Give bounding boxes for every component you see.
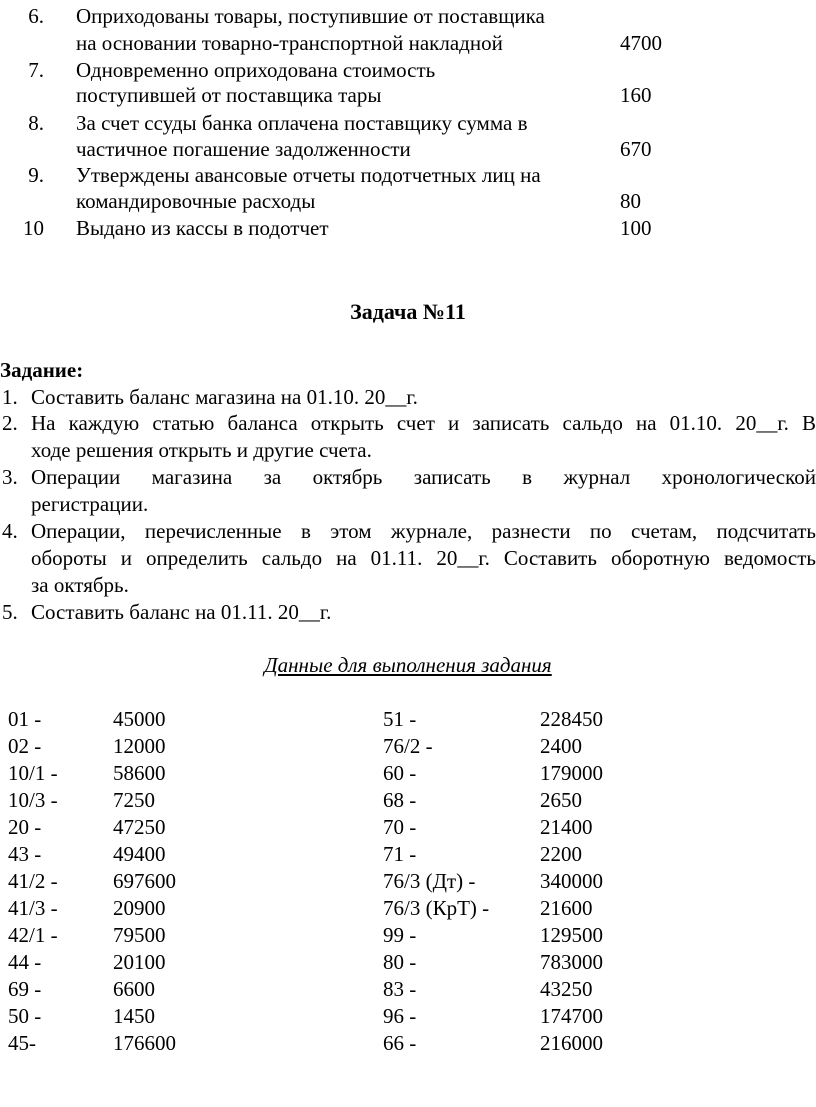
operation-amount: 670 [620, 137, 652, 161]
task-text-line: Составить баланс магазина на 01.10. 20__г. [31, 385, 418, 409]
account-code: 76/3 (КрТ) - [383, 896, 490, 920]
table-row [0, 733, 816, 760]
account-code: 41/3 - [8, 896, 58, 920]
table-row [0, 976, 816, 1003]
account-code: 69 - [8, 977, 42, 1001]
account-value: 45000 [113, 707, 166, 731]
account-code: 70 - [383, 815, 417, 839]
operation-text-line: на основании товарно-транспортной накладной [76, 31, 503, 55]
operation-text-line: Выдано из кассы в подотчет [76, 216, 329, 240]
account-value: 783000 [540, 950, 603, 974]
operation-amount: 100 [620, 216, 652, 240]
account-value: 21600 [540, 896, 593, 920]
account-code: 42/1 - [8, 923, 58, 947]
operation-text-line: Одновременно оприходована стоимость [76, 58, 436, 82]
account-code: 10/3 - [8, 788, 58, 812]
task-number: 1. [2, 385, 18, 409]
task-text-line: Операции магазина за октябрь записать в журнал хронологической [31, 465, 816, 489]
account-value: 58600 [113, 761, 166, 785]
task-number: 5. [2, 600, 18, 624]
account-code: 76/2 - [383, 734, 433, 758]
account-value: 43250 [540, 977, 593, 1001]
account-value: 20100 [113, 950, 166, 974]
task-number: 3. [2, 465, 18, 489]
account-value: 7250 [113, 788, 155, 812]
data-heading: Данные для выполнения задания [264, 653, 552, 677]
account-code: 50 - [8, 1004, 42, 1028]
table-row [0, 1030, 816, 1057]
account-value: 6600 [113, 977, 155, 1001]
table-row [0, 949, 816, 976]
account-value: 12000 [113, 734, 166, 758]
operation-number: 10 [23, 216, 44, 240]
table-row [0, 760, 816, 787]
task-label: Задание: [0, 358, 84, 382]
account-code: 76/3 (Дт) - [383, 869, 476, 893]
account-code: 71 - [383, 842, 417, 866]
account-value: 176600 [113, 1031, 176, 1055]
account-value: 129500 [540, 923, 603, 947]
operation-text-line: За счет ссуды банка оплачена поставщику сумма в [76, 111, 528, 135]
account-value: 697600 [113, 869, 176, 893]
account-code: 83 - [383, 977, 417, 1001]
task-text-line: Составить баланс на 01.11. 20__г. [31, 600, 332, 624]
account-code: 66 - [383, 1031, 417, 1055]
account-code: 44 - [8, 950, 42, 974]
account-value: 21400 [540, 815, 593, 839]
operation-number: 7. [28, 58, 44, 82]
table-row [0, 841, 816, 868]
operation-text-line: частичное погашение задолженности [76, 137, 411, 161]
table-row [0, 1003, 816, 1030]
account-code: 43 - [8, 842, 42, 866]
account-code: 80 - [383, 950, 417, 974]
task-text-line: регистрации. [31, 492, 149, 516]
account-value: 340000 [540, 869, 603, 893]
operation-number: 9. [28, 163, 44, 187]
account-value: 47250 [113, 815, 166, 839]
account-value: 228450 [540, 707, 603, 731]
account-value: 49400 [113, 842, 166, 866]
operation-amount: 4700 [620, 31, 662, 55]
operation-amount: 160 [620, 83, 652, 107]
account-value: 2400 [540, 734, 582, 758]
account-code: 45- [8, 1031, 36, 1055]
account-value: 79500 [113, 923, 166, 947]
account-value: 174700 [540, 1004, 603, 1028]
account-code: 10/1 - [8, 761, 58, 785]
account-code: 51 - [383, 707, 417, 731]
account-value: 2200 [540, 842, 582, 866]
table-row [0, 787, 816, 814]
account-code: 99 - [383, 923, 417, 947]
account-code: 01 - [8, 707, 42, 731]
task-number: 2. [2, 411, 18, 435]
table-row [0, 922, 816, 949]
account-code: 02 - [8, 734, 42, 758]
operation-text-line: командировочные расходы [76, 189, 316, 213]
table-row [0, 814, 816, 841]
task-text-line: обороты и определить сальдо на 01.11. 20__г. Составить оборотную ведомость [31, 546, 816, 570]
task-text-line: На каждую статью баланса открыть счет и записать сальдо на 01.10. 20__г. В [31, 411, 816, 435]
account-value: 1450 [113, 1004, 155, 1028]
task-text-line: Операции, перечисленные в этом журнале, разнести по счетам, подсчитать [31, 519, 816, 543]
task-number: 4. [2, 519, 18, 543]
account-code: 20 - [8, 815, 42, 839]
table-row [0, 868, 816, 895]
account-code: 96 - [383, 1004, 417, 1028]
account-value: 179000 [540, 761, 603, 785]
operation-text-line: Утверждены авансовые отчеты подотчетных лиц на [76, 163, 541, 187]
account-code: 60 - [383, 761, 417, 785]
task-title: Задача №11 [350, 299, 466, 324]
account-value: 2650 [540, 788, 582, 812]
task-text-line: ходе решения открыть и другие счета. [31, 438, 372, 462]
operation-text-line: Оприходованы товары, поступившие от поставщика [76, 4, 545, 28]
table-row [0, 706, 816, 733]
task-text-line: за октябрь. [31, 573, 129, 597]
operation-amount: 80 [620, 189, 641, 213]
operation-number: 8. [28, 111, 44, 135]
account-code: 41/2 - [8, 869, 58, 893]
operation-text-line: поступившей от поставщика тары [76, 83, 382, 107]
account-value: 20900 [113, 896, 166, 920]
table-row [0, 895, 816, 922]
account-code: 68 - [383, 788, 417, 812]
account-value: 216000 [540, 1031, 603, 1055]
operation-number: 6. [28, 4, 44, 28]
